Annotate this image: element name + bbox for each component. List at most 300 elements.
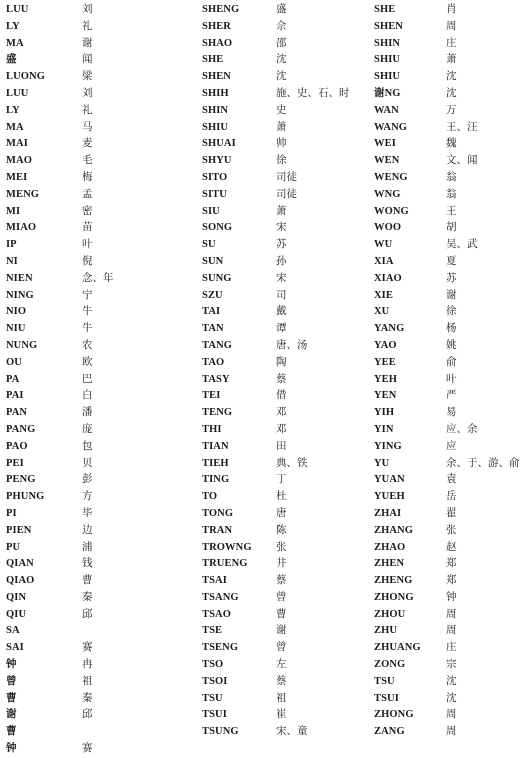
surname-row <box>6 288 166 305</box>
surname-row <box>374 506 498 523</box>
chinese-surname: 闻 <box>82 54 93 66</box>
chinese-surname: 陈 <box>276 524 287 536</box>
chinese-surname: 沈 <box>446 87 457 99</box>
surname-row <box>374 271 498 288</box>
surname-row <box>6 103 166 120</box>
chinese-surname: 丁 <box>276 474 287 486</box>
surname-row <box>374 556 498 573</box>
chinese-surname: 包 <box>82 440 93 452</box>
chinese-surname: 唐 <box>276 507 287 519</box>
chinese-surname: 吴、武 <box>446 239 478 251</box>
romanization: TSE <box>202 625 223 637</box>
chinese-surname: 沈 <box>276 71 287 83</box>
chinese-surname: 司徒 <box>276 188 297 200</box>
surname-row <box>374 422 498 439</box>
romanization: WEN <box>374 155 400 167</box>
surname-row <box>202 456 362 473</box>
surname-row <box>6 170 166 187</box>
chinese-surname: 余、于、游、俞 <box>446 457 520 469</box>
chinese-surname: 巴 <box>82 373 93 385</box>
chinese-surname: 马 <box>82 121 93 133</box>
chinese-surname: 叶 <box>82 239 93 251</box>
chinese-surname: 秦 <box>82 591 93 603</box>
romanization: YIH <box>374 407 395 419</box>
romanization: QIU <box>6 608 27 620</box>
chinese-surname: 戴 <box>276 306 287 318</box>
surname-row <box>202 674 362 691</box>
surname-row <box>202 691 362 708</box>
surname-row <box>374 590 498 607</box>
romanization: SIU <box>202 205 220 217</box>
romanization: NING <box>6 289 34 301</box>
surname-row <box>374 657 498 674</box>
chinese-surname: 夏 <box>446 255 457 267</box>
chinese-surname: 农 <box>82 339 93 351</box>
surname-row <box>202 405 362 422</box>
chinese-surname: 孟 <box>82 188 93 200</box>
surname-row <box>202 2 362 19</box>
surname-row <box>202 372 362 389</box>
romanization: SA <box>6 625 20 637</box>
romanization: ZHEN <box>374 558 405 570</box>
chinese-surname: 王、汪 <box>446 121 478 133</box>
chinese-surname: 潘 <box>82 407 93 419</box>
surname-row <box>202 136 362 153</box>
romanization: SU <box>202 239 216 251</box>
surname-row <box>202 388 362 405</box>
romanization: OU <box>6 356 22 368</box>
surname-row <box>6 86 166 103</box>
surname-row <box>374 523 498 540</box>
surname-row <box>6 372 166 389</box>
surname-row <box>6 237 166 254</box>
surname-row <box>6 69 166 86</box>
romanization: PHUNG <box>6 491 45 503</box>
surname-row <box>6 472 166 489</box>
chinese-surname: 沈 <box>446 692 457 704</box>
chinese-surname: 应 <box>446 440 457 452</box>
surname-row <box>6 540 166 557</box>
surname-row <box>374 52 498 69</box>
surname-row <box>6 657 166 674</box>
chinese-surname: 邓 <box>276 407 287 419</box>
romanization: WENG <box>374 171 408 183</box>
romanization: SHIU <box>202 121 229 133</box>
surname-row <box>374 691 498 708</box>
romanization: MIAO <box>6 222 37 234</box>
chinese-surname: 徐 <box>446 306 457 318</box>
chinese-surname: 蔡 <box>276 373 287 385</box>
chinese-surname: 杨 <box>446 323 457 335</box>
surname-row <box>202 523 362 540</box>
chinese-surname: 刘 <box>82 87 93 99</box>
chinese-surname: 曾 <box>276 591 287 603</box>
surname-row <box>202 439 362 456</box>
chinese-surname: 毕 <box>82 507 93 519</box>
surname-row <box>202 573 362 590</box>
romanization: YIN <box>374 423 394 435</box>
surname-row <box>6 556 166 573</box>
romanization: SHEN <box>374 20 403 32</box>
surname-row <box>6 338 166 355</box>
chinese-surname: 梁 <box>82 71 93 83</box>
romanization: LY <box>6 104 20 116</box>
chinese-surname: 庞 <box>82 423 93 435</box>
surname-row <box>374 170 498 187</box>
romanization: TEI <box>202 390 221 402</box>
surname-row <box>374 136 498 153</box>
chinese-surname: 边 <box>82 524 93 536</box>
romanization: SHIH <box>202 87 229 99</box>
chinese-surname: 浦 <box>82 541 93 553</box>
romanization: MI <box>6 205 21 217</box>
chinese-surname: 张 <box>446 524 457 536</box>
chinese-surname: 唐、汤 <box>276 339 308 351</box>
surname-row <box>374 237 498 254</box>
romanization: YING <box>374 440 402 452</box>
romanization: YEE <box>374 356 396 368</box>
surname-row <box>202 204 362 221</box>
surname-row <box>202 153 362 170</box>
surname-row <box>374 220 498 237</box>
surname-row <box>202 254 362 271</box>
romanization: MA <box>6 37 24 49</box>
chinese-surname: 姚 <box>446 339 457 351</box>
romanization: TONG <box>202 507 234 519</box>
surname-row <box>6 220 166 237</box>
surname-row <box>374 338 498 355</box>
chinese-surname: 俞 <box>446 356 457 368</box>
romanization: ZHAO <box>374 541 406 553</box>
romanization: ZHONG <box>374 709 414 721</box>
surname-row <box>6 2 166 19</box>
chinese-surname: 易 <box>446 407 457 419</box>
surname-row <box>202 472 362 489</box>
chinese-surname: 施、史、石、时 <box>276 87 350 99</box>
romanization: TSAO <box>202 608 231 620</box>
surname-row <box>6 640 166 657</box>
romanization: TSO <box>202 659 224 671</box>
chinese-surname: 翁 <box>446 188 457 200</box>
chinese-surname: 曹 <box>276 608 287 620</box>
surname-row <box>374 254 498 271</box>
romanization: SHIU <box>374 71 401 83</box>
chinese-surname: 岳 <box>446 491 457 503</box>
romanization: SHYU <box>202 155 232 167</box>
romanization: WU <box>374 239 393 251</box>
surname-row <box>6 304 166 321</box>
romanization: PI <box>6 507 17 519</box>
chinese-surname: 苗 <box>82 222 93 234</box>
romanization: SZU <box>202 289 223 301</box>
chinese-surname: 徐 <box>276 155 287 167</box>
romanization: THI <box>202 423 222 435</box>
romanization: LUONG <box>6 71 46 83</box>
chinese-surname: 史 <box>276 104 287 116</box>
romanization: YUAN <box>374 474 405 486</box>
surname-row <box>374 607 498 624</box>
romanization: SHE <box>202 54 224 66</box>
chinese-surname: 应、余 <box>446 423 478 435</box>
chinese-surname: 苏 <box>276 239 287 251</box>
surname-row <box>374 640 498 657</box>
chinese-surname: 毛 <box>82 155 93 167</box>
romanization: TSUI <box>374 692 399 704</box>
chinese-surname: 宗 <box>446 659 457 671</box>
surname-row <box>6 691 166 708</box>
chinese-surname: 邓 <box>276 423 287 435</box>
surname-row <box>374 36 498 53</box>
chinese-surname: 邱 <box>82 709 93 721</box>
romanization: TAO <box>202 356 225 368</box>
romanization: TSU <box>374 675 395 687</box>
chinese-surname: 谢 <box>446 289 457 301</box>
chinese-surname: 周 <box>446 625 457 637</box>
chinese-surname: 冉 <box>82 659 93 671</box>
chinese-surname: 肖 <box>446 4 457 15</box>
surname-row <box>202 607 362 624</box>
romanization: LUU <box>6 4 29 15</box>
chinese-surname: 方 <box>82 491 93 503</box>
surname-row <box>6 607 166 624</box>
romanization: NIU <box>6 323 26 335</box>
romanization: PAI <box>6 390 24 402</box>
romanization: PENG <box>6 474 36 486</box>
surname-row <box>374 2 498 19</box>
romanization: YEN <box>374 390 397 402</box>
chinese-surname: 宋 <box>276 222 287 234</box>
surname-row <box>6 120 166 137</box>
surname-row <box>202 19 362 36</box>
surname-row <box>6 573 166 590</box>
surname-row <box>6 456 166 473</box>
surname-row <box>202 220 362 237</box>
romanization: SONG <box>202 222 233 234</box>
column-1 <box>6 2 166 758</box>
surname-row <box>6 52 166 69</box>
surname-row <box>202 321 362 338</box>
surname-row <box>374 69 498 86</box>
romanization: SHAO <box>202 37 233 49</box>
surname-row <box>6 422 166 439</box>
surname-row <box>6 724 166 741</box>
romanization: YAO <box>374 339 397 351</box>
surname-row <box>202 724 362 741</box>
romanization: WNG <box>374 188 401 200</box>
surname-row <box>374 623 498 640</box>
chinese-surname: 庄 <box>446 37 457 49</box>
surname-row <box>6 153 166 170</box>
surname-row <box>6 623 166 640</box>
romanization: 谢NG <box>374 87 401 99</box>
romanization: TIEH <box>202 457 229 469</box>
chinese-surname: 司 <box>276 289 287 301</box>
romanization: NIO <box>6 306 27 318</box>
surname-row <box>202 86 362 103</box>
romanization: PU <box>6 541 21 553</box>
surname-row <box>374 103 498 120</box>
chinese-surname: 祖 <box>276 692 287 704</box>
surname-row <box>202 237 362 254</box>
romanization: MAI <box>6 138 28 150</box>
chinese-surname: 孙 <box>276 255 287 267</box>
chinese-surname: 沈 <box>276 54 287 66</box>
romanization: XIE <box>374 289 393 301</box>
chinese-surname: 宋、童 <box>276 726 308 738</box>
surname-row <box>374 388 498 405</box>
chinese-surname: 牛 <box>82 323 93 335</box>
surname-row <box>6 136 166 153</box>
romanization: 盛 <box>6 54 17 66</box>
romanization: NUNG <box>6 339 38 351</box>
romanization: TSAI <box>202 575 227 587</box>
romanization: ZHONG <box>374 591 414 603</box>
romanization: QIAO <box>6 575 35 587</box>
surname-row <box>374 288 498 305</box>
chinese-surname: 周 <box>446 709 457 721</box>
surname-row <box>202 355 362 372</box>
surname-row <box>6 36 166 53</box>
surname-row <box>374 405 498 422</box>
surname-row <box>374 472 498 489</box>
romanization: 谢 <box>6 709 17 721</box>
chinese-surname: 周 <box>446 608 457 620</box>
chinese-surname: 蔡 <box>276 675 287 687</box>
chinese-surname: 司徒 <box>276 171 297 183</box>
surname-row <box>374 304 498 321</box>
chinese-surname: 梅 <box>82 171 93 183</box>
romanization: QIN <box>6 591 27 603</box>
surname-row <box>6 523 166 540</box>
romanization: ZHOU <box>374 608 406 620</box>
chinese-surname: 盛 <box>276 4 287 15</box>
surname-row <box>374 439 498 456</box>
chinese-surname: 沈 <box>446 71 457 83</box>
chinese-surname: 王 <box>446 205 457 217</box>
surname-row <box>202 590 362 607</box>
surname-row <box>202 103 362 120</box>
romanization: TANG <box>202 339 232 351</box>
chinese-surname: 严 <box>446 390 457 402</box>
chinese-surname: 周 <box>446 20 457 32</box>
romanization: ZHENG <box>374 575 413 587</box>
romanization: TING <box>202 474 230 486</box>
romanization: SUN <box>202 255 224 267</box>
surname-row <box>374 204 498 221</box>
chinese-surname: 秦 <box>82 692 93 704</box>
chinese-surname: 贝 <box>82 457 93 469</box>
surname-row <box>202 489 362 506</box>
romanization: WAN <box>374 104 399 116</box>
romanization: ZHANG <box>374 524 414 536</box>
surname-row <box>6 254 166 271</box>
chinese-surname: 念、年 <box>82 272 114 284</box>
chinese-surname: 周 <box>446 726 457 738</box>
romanization: TSU <box>202 692 223 704</box>
romanization: SHUAI <box>202 138 236 150</box>
chinese-surname: 赛 <box>82 642 93 654</box>
chinese-surname: 曾 <box>276 642 287 654</box>
romanization: MA <box>6 121 24 133</box>
chinese-surname: 谢 <box>82 37 93 49</box>
chinese-surname: 崔 <box>276 709 287 721</box>
romanization: SHIN <box>202 104 229 116</box>
romanization: LY <box>6 20 20 32</box>
surname-row <box>374 456 520 473</box>
chinese-surname: 礼 <box>82 20 93 32</box>
chinese-surname: 魏 <box>446 138 457 150</box>
chinese-surname: 萧 <box>446 54 457 66</box>
chinese-surname: 叶 <box>446 373 457 385</box>
surname-row <box>6 355 166 372</box>
chinese-surname: 左 <box>276 659 287 671</box>
surname-row <box>374 120 498 137</box>
surname-row <box>374 707 498 724</box>
surname-row <box>6 271 166 288</box>
surname-row <box>6 674 166 691</box>
romanization: SHIU <box>374 54 401 66</box>
surname-row <box>374 724 498 741</box>
surname-row <box>374 372 498 389</box>
romanization: TSOI <box>202 675 228 687</box>
surname-row <box>374 19 498 36</box>
surname-row <box>374 187 498 204</box>
chinese-surname: 萧 <box>276 121 287 133</box>
romanization: PAN <box>6 407 28 419</box>
romanization: ZANG <box>374 726 405 738</box>
surname-row <box>202 288 362 305</box>
surname-row <box>6 741 166 758</box>
romanization: NI <box>6 255 18 267</box>
column-3 <box>374 2 520 741</box>
chinese-surname: 帅 <box>276 138 287 150</box>
surname-row <box>6 489 166 506</box>
chinese-surname: 赛 <box>82 743 93 755</box>
romanization: TAI <box>202 306 221 318</box>
surname-row <box>202 120 362 137</box>
romanization: TO <box>202 491 218 503</box>
chinese-surname: 钱 <box>82 558 93 570</box>
surname-row <box>374 573 498 590</box>
chinese-surname: 田 <box>276 440 287 452</box>
chinese-surname: 庄 <box>446 642 457 654</box>
chinese-surname: 刘 <box>82 4 93 15</box>
chinese-surname: 赵 <box>446 541 457 553</box>
surname-row <box>6 405 166 422</box>
romanization: TRAN <box>202 524 233 536</box>
romanization: PAO <box>6 440 28 452</box>
chinese-surname: 宋 <box>276 272 287 284</box>
romanization: TSUNG <box>202 726 239 738</box>
romanization: SITO <box>202 171 228 183</box>
surname-row <box>374 355 498 372</box>
chinese-surname: 沈 <box>446 675 457 687</box>
romanization: 钟 <box>6 743 17 755</box>
chinese-surname: 钟 <box>446 591 457 603</box>
romanization: SHEN <box>202 71 231 83</box>
chinese-surname: 典、铁 <box>276 457 308 469</box>
romanization: ZHAI <box>374 507 402 519</box>
chinese-surname: 袁 <box>446 474 457 486</box>
romanization: LUU <box>6 87 29 99</box>
surname-row <box>374 489 498 506</box>
romanization: TENG <box>202 407 233 419</box>
surname-row <box>374 540 498 557</box>
romanization: 曹 <box>6 692 17 704</box>
surname-row <box>202 640 362 657</box>
romanization: WONG <box>374 205 409 217</box>
romanization: 曹 <box>6 726 17 738</box>
